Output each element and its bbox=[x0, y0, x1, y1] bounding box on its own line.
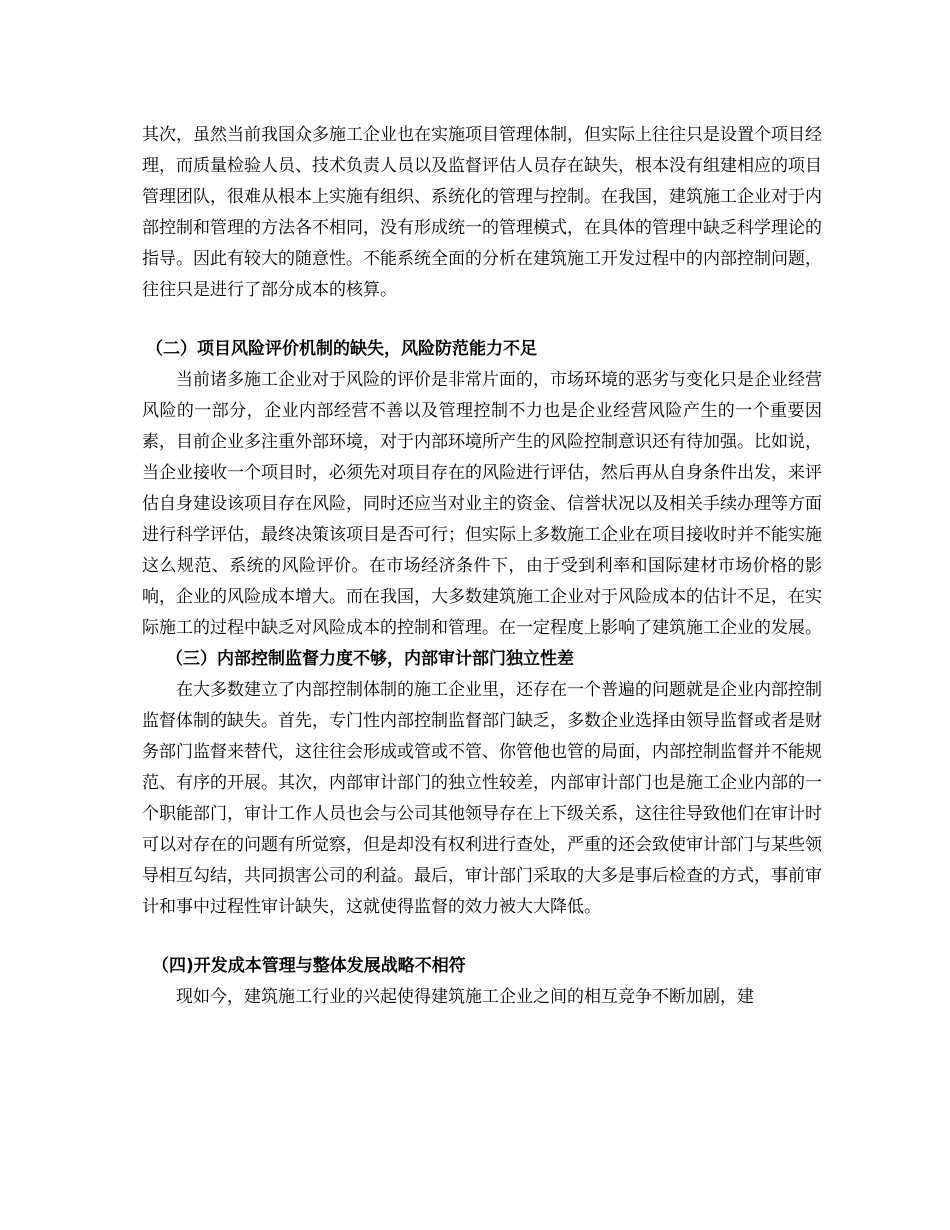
paragraph-4: 现如今，建筑施工行业的兴起使得建筑施工企业之间的相互竞争不断加剧，建 bbox=[176, 987, 754, 1007]
section-heading-4: （四)开发成本管理与整体发展战略不相符 bbox=[152, 956, 466, 976]
document-page bbox=[142, 120, 822, 1013]
paragraph-1: 其次，虽然当前我国众多施工企业也在实施项目管理体制，但实际上往往只是设置个项目经理，而质量检验人员、技术负责人员以及监督评估人员存在缺失，根本没有组建相应的项目管理团队，很难从根本上实施有组织、系统化的管理与控制。在我国，建筑施工企业对于内部控制和管理的方法各不相同，没有形成统一的管理模式，在具体的管理中缺乏科学理论的指导。因此有较大的随意性。不能系统全面的分析在建筑施工开发过程中的内部控制问题，往往只是进行了部分成本的核算。 bbox=[142, 125, 822, 300]
paragraph-2: 当前诸多施工企业对于风险的评价是非常片面的，市场环境的恶劣与变化只是企业经营风险的一部分，企业内部经营不善以及管理控制不力也是企业经营风险产生的一个重要因素，目前企业多注重外部环境，对于内部环境所产生的风险控制意识还有待加强。比如说，当企业接收一个项目时，必须先对项目存在的风险进行评估，然后再从自身条件出发，来评估自身建设该项目存在风险，同时还应当对业主的资金、信誉状况以及相关手续办理等方面进行科学评估，最终决策该项目是否可行；但实际上多数施工企业在项目接收时并不能实施这么规范、系统的风险评价。在市场经济条件下，由于受到利率和国际建材市场价格的影响，企业的风险成本增大。而在我国，大多数建筑施工企业对于风险成本的估计不足，在实际施工的过程中缺乏对风险成本的控制和管理。在一定程度上影响了建筑施工企业的发展。 bbox=[142, 370, 822, 638]
section-heading-3: （三）内部控制监督力度不够，内部审计部门独立性差 bbox=[166, 649, 574, 669]
section-heading-2: （二）项目风险评价机制的缺失，风险防范能力不足 bbox=[146, 339, 537, 359]
paragraph-3: 在大多数建立了内部控制体制的施工企业里，还存在一个普遍的问题就是企业内部控制监督体制的缺失。首先，专门性内部控制监督部门缺乏，多数企业选择由领导监督或者是财务部门监督来替代，这往往会形成或管或不管、你管他也管的局面，内部控制监督并不能规范、有序的开展。其次，内部审计部门的独立性较差，内部审计部门也是施工企业内部的一个职能部门，审计工作人员也会与公司其他领导存在上下级关系，这往往导致他们在审计时可以对存在的问题有所觉察，但是却没有权利进行查处，严重的还会致使审计部门与某些领导相互勾结，共同损害公司的利益。最后，审计部门采取的大多是事后检查的方式，事前审计和事中过程性审计缺失，这就使得监督的效力被大大降低。 bbox=[142, 680, 822, 917]
